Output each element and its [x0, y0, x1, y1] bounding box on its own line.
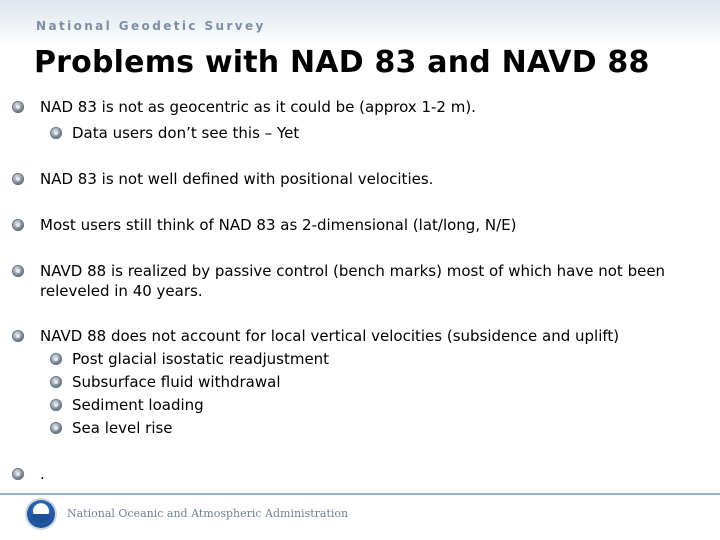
sub-bullet-text: Post glacial isostatic readjustment [72, 350, 330, 368]
sub-bullet-text: Data users don’t see this – Yet [72, 124, 300, 142]
bullet-text: NAD 83 is not well defined with positional velocities. [40, 170, 434, 188]
gear-bullet-icon [12, 173, 24, 185]
gear-bullet-icon [50, 127, 62, 139]
sub-bullet-text: Sediment loading [72, 396, 204, 414]
agency-name: National Oceanic and Atmospheric Administration [67, 507, 349, 520]
bullet-text: Most users still think of NAD 83 as 2-dimensional (lat/long, N/E) [40, 216, 517, 234]
bullet-text: NAVD 88 does not account for local vertical velocities (subsidence and uplift) [40, 327, 620, 345]
gear-bullet-icon [12, 468, 24, 480]
gear-bullet-icon [12, 101, 24, 113]
gear-bullet-icon [50, 399, 62, 411]
gear-bullet-icon [12, 265, 24, 277]
noaa-logo-icon [27, 500, 55, 528]
bullet-text: NAVD 88 is realized by passive control (bench marks) most of which have not been releveled in 40 years. [40, 262, 666, 300]
gear-bullet-icon [50, 422, 62, 434]
sub-bullet-text: Sea level rise [72, 419, 173, 437]
gear-bullet-icon [12, 330, 24, 342]
footer-divider [0, 493, 720, 495]
gear-bullet-icon [50, 353, 62, 365]
bullet-text: . [40, 465, 45, 483]
bullet-text: NAD 83 is not as geocentric as it could be (approx 1-2 m). [40, 98, 476, 116]
gear-bullet-icon [12, 219, 24, 231]
slide-title: Problems with NAD 83 and NAVD 88 [34, 45, 650, 80]
sub-bullet-text: Subsurface fluid withdrawal [72, 373, 281, 391]
gear-bullet-icon [50, 376, 62, 388]
org-name: National Geodetic Survey [36, 19, 266, 33]
